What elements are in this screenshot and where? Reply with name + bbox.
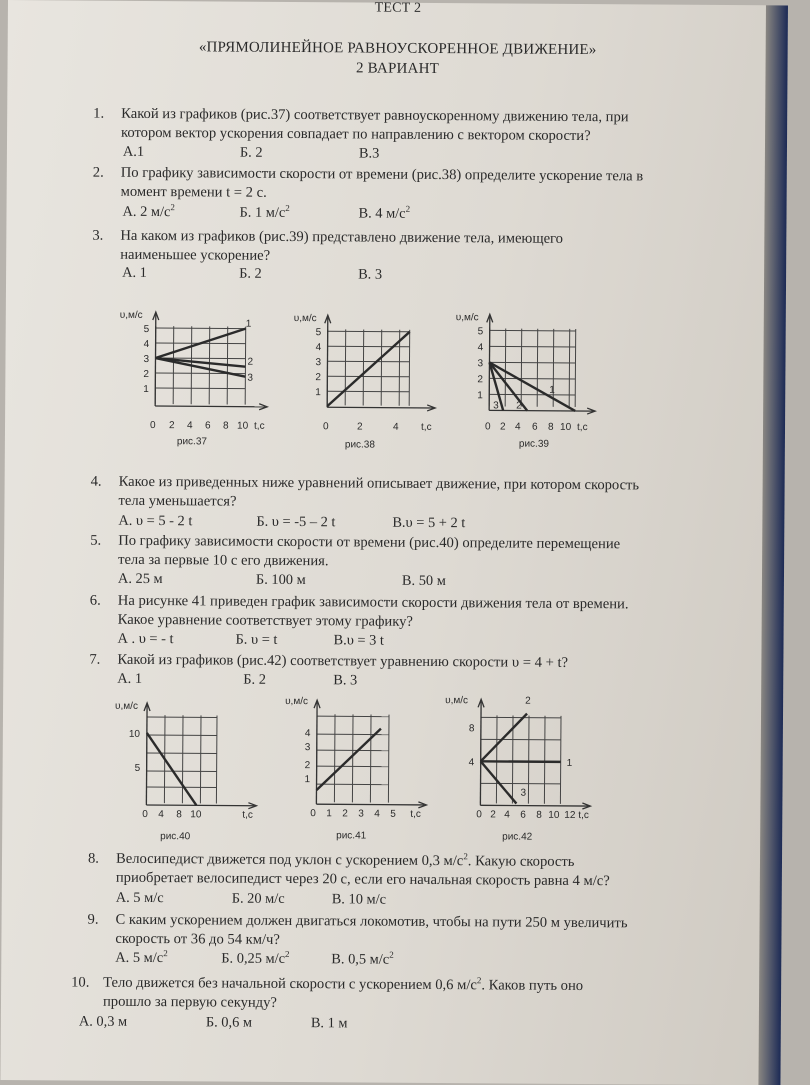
x-ticks [476,809,589,821]
svg-text:4: 4 [515,422,521,433]
figure-caption: рис.39 [519,439,550,450]
question-text: тела уменьшается? [90,492,750,516]
question-9 [87,911,747,954]
y-axis-label: υ,м/с [294,313,317,324]
answer-option: Б. 0,25 $м/с^2$ [221,951,289,968]
question-1 [93,105,753,148]
answer-option: А . υ = - t [117,631,173,648]
line-3 [155,358,245,377]
x-ticks [310,808,421,820]
question-number: 10. [71,973,89,992]
question-text: Какое из приведенных ниже уравнений описывает движение, при котором скорость [91,473,751,497]
axes [477,699,591,809]
figure-caption: рис.38 [345,439,376,450]
svg-text:8: 8 [176,809,182,820]
svg-text:t,с: t,с [254,421,265,432]
svg-text:4: 4 [187,420,193,431]
answer-option: А. 25 м [118,571,163,588]
svg-text:8: 8 [469,723,475,734]
svg-text:2: 2 [525,696,531,707]
answer-option: В.υ = 5 + 2 t [392,515,465,533]
svg-text:t,с: t,с [410,809,421,820]
figure-40 [110,691,281,852]
svg-text:10: 10 [237,421,249,432]
svg-text:5: 5 [316,327,322,338]
svg-text:t,с: t,с [578,810,589,821]
answer-option: Б. υ = -5 – 2 t [256,514,335,532]
y-axis-label: υ,м/с [456,312,479,323]
question-8 [88,850,748,893]
svg-text:4: 4 [504,809,510,820]
svg-text:8: 8 [548,422,554,433]
series-lines [155,328,245,377]
question-number: 5. [90,532,101,551]
question-text: Велосипедист движется под уклон с ускорением 0,3 $м/с^2$. Какую скорость [88,850,748,874]
svg-text:4: 4 [316,342,322,353]
question-2 [93,164,753,207]
figure-41 [280,692,451,853]
svg-text:2: 2 [477,374,483,385]
svg-text:5: 5 [144,324,150,335]
line-1 [146,733,197,805]
svg-text:4: 4 [305,728,311,739]
y-ticks [143,324,149,395]
svg-text:1: 1 [246,319,252,330]
y-ticks [305,728,311,785]
line-labels [245,319,253,384]
question-text: тела за первые 10 с его движения. [90,551,750,575]
figure-caption: рис.37 [177,436,208,447]
answer-option: А. 5 м/с [116,890,164,907]
figure-39 [453,306,624,457]
svg-text:1: 1 [305,774,311,785]
grid-lines [146,715,217,803]
svg-text:1: 1 [477,390,483,401]
svg-text:4: 4 [393,422,399,433]
svg-text:2: 2 [247,357,253,368]
svg-text:1: 1 [315,387,321,398]
svg-text:3: 3 [520,788,526,799]
question-text: момент времени t = 2 с. [93,183,753,207]
svg-text:4: 4 [374,809,380,820]
svg-text:2: 2 [500,421,506,432]
svg-text:0: 0 [323,421,329,432]
answer-option: А.1 [123,144,144,161]
svg-text:5: 5 [390,809,396,820]
x-ticks [150,420,265,432]
answer-option: В.3 [359,145,380,162]
svg-text:4: 4 [469,757,475,768]
y-ticks [469,723,475,768]
svg-text:0: 0 [310,808,316,819]
figure-caption: рис.41 [336,830,367,841]
question-3 [92,227,752,270]
line-2 [481,713,527,761]
svg-text:3: 3 [247,373,253,384]
svg-text:2: 2 [357,421,363,432]
svg-text:1: 1 [567,758,573,769]
figure-caption: рис.42 [502,831,533,842]
axes [486,314,596,414]
figure-42 [440,691,621,852]
y-axis-label: υ,м/с [120,310,143,321]
question-text: На каком из графиков (рис.39) представлено движение тела, имеющего [92,227,752,251]
svg-text:6: 6 [205,420,211,431]
line-3 [480,761,516,803]
question-number: 1. [93,105,104,124]
answer-option: В. 3 [358,266,382,283]
grid-lines [489,328,576,407]
svg-text:2: 2 [305,760,311,771]
svg-text:1: 1 [326,808,332,819]
question-text: Какой из графиков (рис.42) соответствует уравнению скорости υ = 4 + t? [89,651,749,675]
question-text: Тело движется без начальной скорости с ускорением 0,6 $м/с^2$. Каков путь оно [71,973,751,997]
answer-option: В. 0,5 $м/с^2$ [331,951,393,968]
question-text: прошло за первую секунду? [71,992,751,1016]
svg-text:0: 0 [485,421,491,432]
question-7 [89,651,749,675]
answer-option: Б. 2 [240,145,263,162]
answer-option: Б. υ = t [235,632,277,649]
test-variant: 2 ВАРИАНТ [7,58,787,80]
answer-option: Б. 1 $м/с^2$ [239,205,289,222]
svg-text:12: 12 [564,810,576,821]
answer-option: А. 1 [117,671,142,688]
svg-text:3: 3 [358,808,364,819]
question-5 [90,532,750,575]
answer-option: В. 10 м/с [332,891,386,908]
x-ticks [485,421,588,433]
line-1 [316,728,380,790]
svg-text:2: 2 [315,372,321,383]
question-6 [90,592,750,635]
svg-text:2: 2 [516,401,522,412]
svg-text:10: 10 [129,729,141,740]
svg-text:3: 3 [305,742,311,753]
svg-text:4: 4 [478,342,484,353]
figure-38 [287,307,458,458]
answer-option: В. 1 м [311,1015,348,1032]
y-ticks [129,729,141,774]
answer-option: А. υ = 5 - 2 t [118,513,192,531]
svg-text:1: 1 [143,384,149,395]
y-axis-label: υ,м/с [445,695,468,706]
question-number: 2. [93,164,104,183]
svg-text:3: 3 [493,400,499,411]
answer-option: Б. 2 [243,672,266,689]
question-text: наименьшее ускорение? [92,246,752,270]
answer-option: Б. 20 м/с [232,891,285,908]
figure-37 [117,306,288,457]
question-text: На рисунке 41 приведен график зависимости скорости движения тела от времени. [90,592,750,616]
svg-text:4: 4 [158,809,164,820]
x-ticks [323,421,432,433]
line-2 [155,358,245,367]
answer-option: Б. 2 [239,266,262,283]
answer-option: А. 2 $м/с^2$ [122,204,174,221]
question-10 [71,973,751,1016]
svg-text:0: 0 [142,809,148,820]
svg-text:3: 3 [143,354,149,365]
line-1 [327,331,410,407]
question-text: По графику зависимости скорости от времени (рис.40) определите перемещение [90,532,750,556]
svg-text:10: 10 [560,422,572,433]
question-number: 7. [89,651,100,670]
answer-option: В.υ = 3 t [333,632,384,649]
answer-option: В. 3 [333,672,357,689]
svg-text:0: 0 [476,809,482,820]
y-ticks [315,327,321,398]
svg-text:6: 6 [532,422,538,433]
svg-text:10: 10 [190,809,202,820]
svg-text:t,с: t,с [577,422,588,433]
svg-text:3: 3 [315,357,321,368]
svg-text:0: 0 [150,420,156,431]
figure-caption: рис.40 [160,831,191,842]
answer-option: А. 5 $м/с^2$ [115,950,167,967]
question-text: С каким ускорением должен двигаться локомотив, чтобы на пути 250 м увеличить [88,911,748,935]
question-number: 3. [92,227,103,246]
question-text: Какой из графиков (рис.37) соответствует равноускоренному движению тела, при [93,105,753,129]
question-number: 6. [90,592,101,611]
answer-option: В. 4 $м/с^2$ [358,205,410,222]
answer-option: А. 0,3 м [79,1014,127,1031]
svg-text:6: 6 [520,810,526,821]
svg-text:2: 2 [169,420,175,431]
page-edge-shadow [758,5,788,1085]
question-number: 8. [88,850,99,869]
svg-text:3: 3 [477,358,483,369]
series-lines [489,362,575,411]
question-text: По графику зависимости скорости от времени (рис.38) определите ускорение тела в [93,164,753,188]
answer-option: А. 1 [122,265,147,282]
svg-text:2: 2 [342,808,348,819]
line-1 [481,761,561,762]
axes [324,315,436,411]
svg-text:5: 5 [135,763,141,774]
svg-text:8: 8 [536,810,542,821]
svg-text:t,с: t,с [242,810,253,821]
answer-option: Б. 100 м [256,572,306,589]
svg-text:10: 10 [548,810,560,821]
y-ticks [477,326,484,401]
question-text: котором вектор ускорения совпадает по направлению с вектором скорости? [93,124,753,148]
test-topic: «ПРЯМОЛИНЕЙНОЕ РАВНОУСКОРЕННОЕ ДВИЖЕНИЕ» [8,38,788,60]
svg-text:t,с: t,с [421,422,432,433]
question-text: Какое уравнение соответствует этому графику? [90,611,750,635]
question-text: скорость от 36 до 54 км/ч? [87,930,747,954]
test-title: ТЕСТ 2 [8,0,788,19]
question-text: приобретает велосипедист через 20 с, если его начальная скорость равна 4 м/с? [88,869,748,893]
svg-text:4: 4 [144,339,150,350]
y-axis-label: υ,м/с [115,701,138,712]
y-axis-label: υ,м/с [285,696,308,707]
question-number: 9. [88,911,99,930]
answer-option: В. 50 м [402,573,446,590]
svg-text:2: 2 [490,809,496,820]
answer-option: Б. 0,6 м [206,1014,252,1031]
question-number: 4. [91,473,102,492]
x-ticks [142,809,253,821]
svg-text:1: 1 [549,385,555,396]
svg-text:5: 5 [478,326,484,337]
question-4 [90,473,750,516]
svg-text:8: 8 [223,421,229,432]
grid-lines [316,714,389,803]
svg-text:2: 2 [143,369,149,380]
